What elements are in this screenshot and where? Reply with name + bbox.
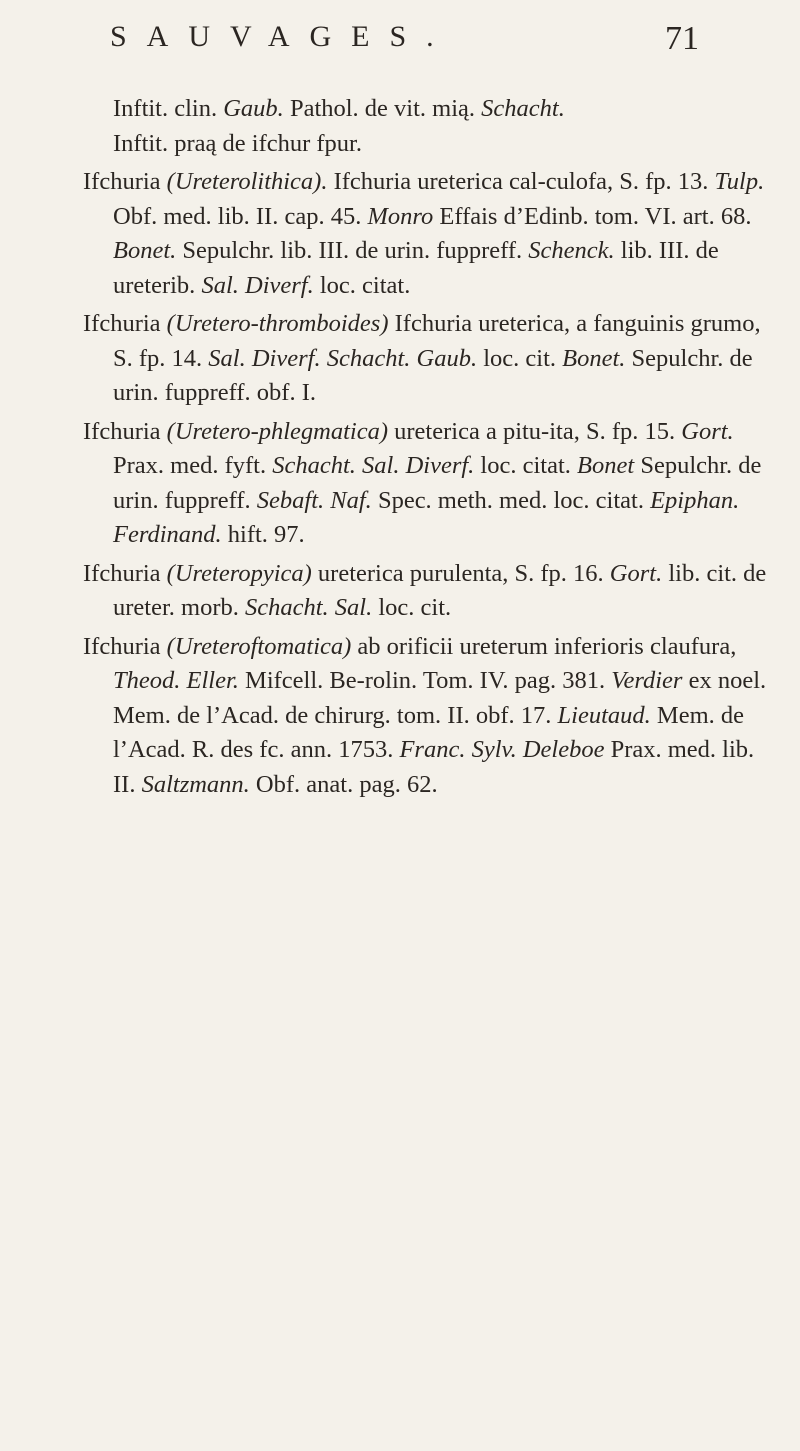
author-name: Bonet [577,452,635,479]
text-run: loc. cit. [477,344,563,372]
text-run: Prax. med. lib. II. [113,736,755,798]
text-run: Sepulchr. lib. III. de urin. fuppreff. [176,237,529,264]
text-run: hift. 97. [221,521,305,548]
text-run: Sepulchr. de urin. fuppreff. obf. I. [113,344,753,406]
text-run: lib. cit. de ureter. morb. [113,559,767,621]
text-run: Ifchuria ureterica, a fanguinis grumo, S. fp. 14. [113,310,761,372]
text-run: Mem. de l’Acad. R. des fc. ann. 1753. [113,701,744,763]
text-run: Obf. med. lib. II. cap. 45. [113,202,368,230]
species-name: (Uretero-phlegmatica) [166,417,389,445]
text-run: Spec. meth. med. loc. citat. [371,486,651,514]
author-name: Epiphan. Ferdinand. [113,486,740,548]
text-run: lib. III. de ureterib. [113,237,719,299]
entry-uretero-thromboides [83,307,773,411]
entry-ureteropyica [83,557,773,626]
text-run: Inftit. praą de ifchur fpur. [113,129,362,157]
text-run: Ifchuria [83,168,167,195]
author-name: Gort. [681,417,734,445]
author-name: Saltzmann. [141,770,250,798]
text-run: ab orificii ureterum inferioris claufura, [351,632,737,660]
author-name: Sal. Diverf. [201,271,314,299]
page-number: 71 [665,20,699,57]
species-name: (Ureterolithica). [166,168,328,195]
author-name: Bonet. [562,344,626,372]
text-run: loc. citat. [313,271,411,299]
author-name: Gort. [609,559,663,587]
author-name: Sebaft. Naf. [256,486,372,514]
author-name: Schacht. [481,95,565,122]
running-title: SAUVAGES. [110,20,454,53]
entry-uretero-phlegmatica [83,415,773,553]
author-name: Gaub. [223,95,284,122]
entry-ureterolithica [83,165,773,303]
text-run: ureterica a pitu-ita, S. fp. 15. [388,417,682,445]
text-run: ex noel. Mem. de l’Acad. de chirurg. tom. II. obf. 17. [113,667,767,729]
text-run: Effais d’Edinb. tom. VI. art. 68. [433,202,752,230]
species-name: (Uretero-thromboides) [166,310,389,337]
text-run: Mifcell. Be-rolin. Tom. IV. pag. 381. [238,667,612,694]
author-name: Schacht. Sal. Diverf. [272,452,475,479]
author-name: Tulp. [714,168,765,195]
author-name: Theod. Eller. [113,667,239,694]
text-run: Ifchuria [83,632,167,660]
author-name: Bonet. [113,237,177,264]
text-run: loc. citat. [474,452,578,479]
author-name: Schacht. Sal. [245,594,373,621]
author-name: Verdier [611,667,683,694]
author-name: Lieutaud. [557,701,651,729]
author-name: Sal. Diverf. Schacht. Gaub. [208,344,478,372]
running-head [110,14,730,62]
opening-references [83,92,773,161]
text-run: Prax. med. fyft. [113,452,273,479]
entry-ureterostomatica [83,630,773,803]
text-run: ureterica purulenta, S. fp. 16. [311,559,610,587]
text-run: Ifchuria ureterica cal-culofa, S. fp. 13. [327,168,715,195]
author-name: Franc. Sylv. Deleboe [399,736,605,763]
text-run: Ifchuria [83,417,167,445]
author-name: Monro [367,202,434,230]
text-run: loc. cit. [372,594,452,621]
species-name: (Ureteropyica) [166,559,312,587]
author-name: Schenck. [528,237,615,264]
text-run: Ifchuria [83,559,167,587]
text-run: Obf. anat. pag. 62. [249,770,438,798]
text-run: Inftit. clin. [113,95,224,122]
text-run: Ifchuria [83,310,167,337]
species-name: (Ureteroftomatica) [166,632,352,660]
text-run: Sepulchr. de urin. fuppreff. [113,452,762,514]
text-run: Pathol. de vit. mią. [283,95,482,122]
body-text [83,92,773,806]
